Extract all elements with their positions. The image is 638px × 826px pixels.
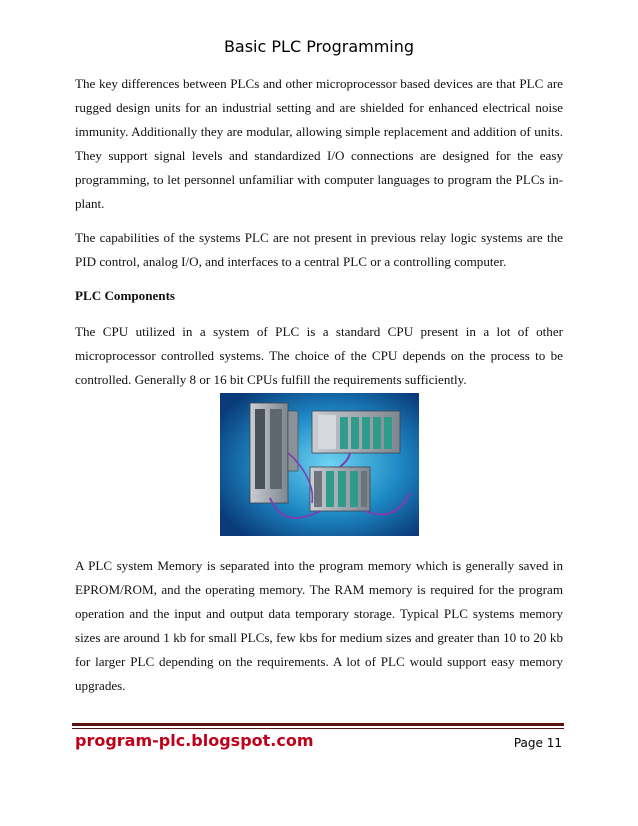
body-text — [75, 72, 563, 402]
section-heading: PLC Components — [75, 288, 176, 303]
page-header-title: Basic PLC Programming — [223, 37, 415, 56]
paragraph-memory: A PLC system Memory is separated into the program memory which is generally saved in EPROM/ROM, and the operating memory. The RAM memory is required for the program operation and the input and output data temporary storage. Typical PLC systems memory sizes are around 1 kb for small PLCs, few kbs for medium sizes and greater than 10 to 20 kb for larger PLC depending on the requirements. A lot of PLC would support easy memory upgrades. — [75, 558, 563, 693]
footer-rule-thin — [72, 728, 564, 729]
paragraph-plc-differences: The key differences between PLCs and other microprocessor based devices are that PLC are rugged design units for an industrial setting and are shielded for enhanced electrical noise immunity. Additionally they are modular, allowing simple replacement and addition of units. They support signal levels and standardized I/O connections are designed for the easy programming, to let personnel unfamiliar with computer languages to program the PLCs in-plant. — [75, 76, 563, 211]
footer-blog-link[interactable]: program-plc.blogspot.com — [75, 731, 314, 750]
paragraph-plc-capabilities: The capabilities of the systems PLC are not present in previous relay logic systems are the PID control, analog I/O, and interfaces to a central PLC or a controlling computer. — [75, 230, 563, 269]
paragraph-cpu: The CPU utilized in a system of PLC is a standard CPU present in a lot of other microprocessor controlled systems. The choice of the CPU depends on the process to be controlled. Generally 8 or 16 bit CPUs fulfill the requirements sufficiently. — [75, 324, 563, 387]
page-number: Page 11 — [513, 736, 562, 750]
plc-hardware-image — [220, 393, 419, 536]
footer-rule-thick — [72, 723, 564, 726]
